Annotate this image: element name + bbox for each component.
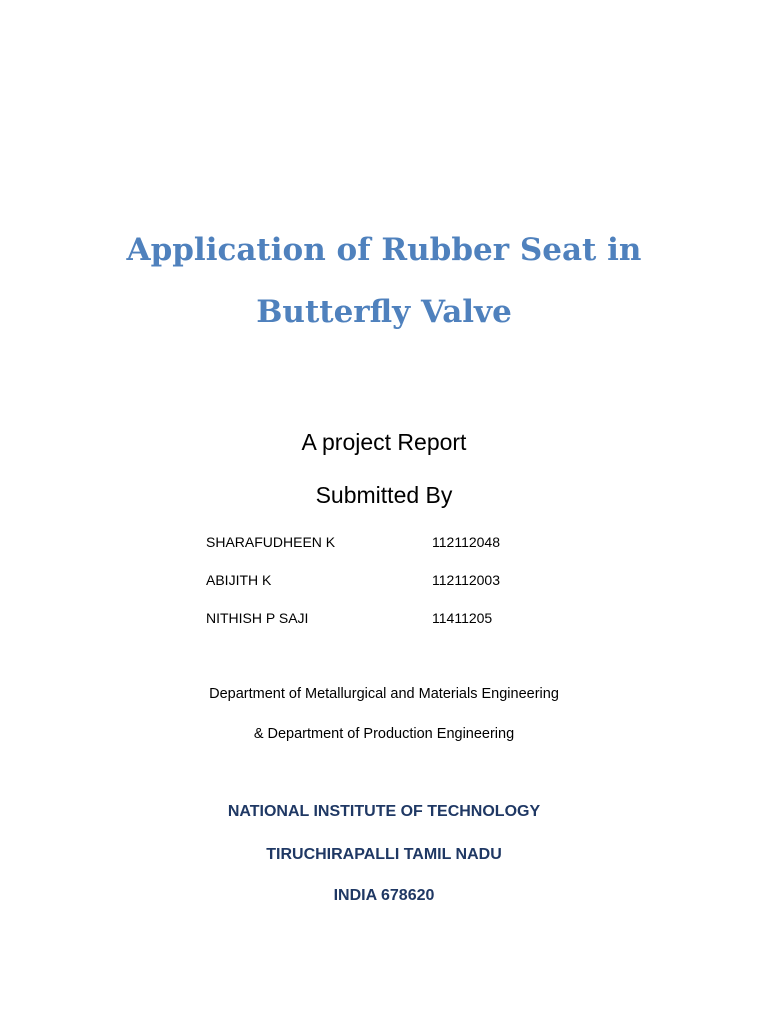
author-roll-number: 11411205 bbox=[432, 610, 493, 626]
report-subtitle: A project Report bbox=[301, 429, 467, 455]
author-roll-number: 112112048 bbox=[432, 534, 500, 550]
department-line-2: & Department of Production Engineering bbox=[253, 726, 515, 742]
report-title-line-2: Butterfly Valve bbox=[256, 294, 512, 330]
author-row bbox=[0, 610, 768, 630]
author-roll-number: 112112003 bbox=[432, 572, 500, 588]
author-name: ABIJITH K bbox=[206, 572, 272, 588]
department-line-1: Department of Metallurgical and Materials Engineering bbox=[209, 686, 559, 702]
submitted-by-heading: Submitted By bbox=[315, 482, 453, 508]
report-title-line-1: Application of Rubber Seat in bbox=[126, 232, 642, 268]
institution-name: NATIONAL INSTITUTE OF TECHNOLOGY bbox=[227, 803, 541, 820]
author-name: NITHISH P SAJI bbox=[206, 610, 309, 626]
institution-country-pin: INDIA 678620 bbox=[333, 887, 435, 904]
institution-location: TIRUCHIRAPALLI TAMIL NADU bbox=[266, 846, 502, 863]
author-row bbox=[0, 572, 768, 592]
author-row bbox=[0, 534, 768, 554]
author-name: SHARAFUDHEEN K bbox=[206, 534, 336, 550]
